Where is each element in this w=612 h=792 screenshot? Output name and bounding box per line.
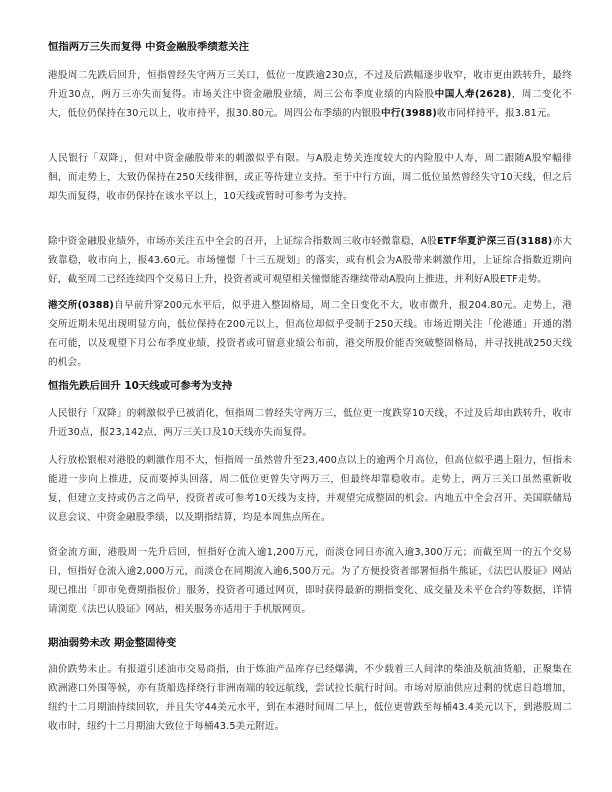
section-heading-2: 恒指先跌后回升 10天线或可参考为支持 — [48, 380, 233, 392]
section-heading-3: 期油弱势未改 期金整固待变 — [48, 637, 177, 649]
paragraph-text: 资金流方面，港股周一先升后回，恒指好仓流入逾1,200万元，而淡仓同日亦流入逾3,300万元；而截至周一的五个交易日，恒指好仓流入逾2,000万元，而淡仓在同期流入逾6,500万元。为了方便投资者部署恒指牛熊证，《法巴认股证》网站现已推出「即市免费期指报价」服务，投资者可通过网页，即时获得最新的期指变化、成交量及未平仓合约等数据，详情请浏览《法巴认股证》网站，相关服务亦适用于手机版网页。 — [48, 547, 572, 615]
paragraph-text: 人行放松银根对港股的刺激作用不大，恒指周一虽然曾升至23,400点以上的逾两个月高位，但高位似乎遇上阻力，恒指未能进一步向上推进，反而要掉头回落，周二低位更曾失守两万三，但最终却靠稳收市。走势上，两万三关口虽然重新收复，但建立支持或仍言之尚早，投资者或可参考10天线为支持，并观望完成整固的机会。内地五中全会召开、美国联储局议息会议、中资金融股季绩，以及期指结算，均是本周焦点所在。 — [48, 455, 572, 523]
stock-name: 中行(3988) — [381, 108, 437, 119]
paragraph-5 — [48, 404, 572, 442]
paragraph-4 — [48, 296, 572, 372]
paragraph-1 — [48, 66, 572, 123]
paragraph-text: 自早前升穿200元水平后，似乎进入整固格局，周二全日变化不大，收市微升，报204.80元。走势上，港交所近期未见出现明显方向，低位保持在200元以上，但高位却似乎受制于250天线。市场近期关注「伦港通」开通的潜在可能，以及观望下月公布季度业绩，投资者或可留意业绩公布前，港交所股价能否突破整固格局，并寻找挑战250天线的机会。 — [48, 300, 572, 368]
paragraph-2 — [48, 149, 572, 206]
stock-name: 港交所(0388) — [48, 300, 114, 311]
paragraph-text: ，周二变化不大，低位仍保持在30元以上，收市持平，报30.80元。周四公布季绩的内银股 — [48, 89, 572, 119]
paragraph-3 — [48, 232, 572, 289]
paragraph-text: 油价跌势未止。有报道引述油市交易商指，由于炼油产品库存已经爆满，不少载着三人间津的柴油及航油货船，正聚集在欧洲港口外围等候，亦有货船选择绕行非洲南端的较远航线，尝试拉长航行时间。市场对原油供应过剩的忧虑日趋增加，纽约十二月期油持续回软，并且失守44美元水平，到在本港时间周二早上，低位更曾跌至每桶43.4美元以下，到港股周二收市时，纽约十二月期油大致位于每桶43.5美元附近。 — [48, 664, 572, 732]
stock-name: ETF华夏沪深三百(3188) — [437, 236, 553, 247]
paragraph-text: 人民银行「双降」，但对中资金融股带来的刺激似乎有限。与A股走势关连度较大的内险股中人寿，周二跟随A股窄幅徘徊，而走势上，大致仍保持在250天线徘徊，或正等待建立支持。至于中行方面，周二低位虽然曾经失守10天线，但之后却失而复得，收市仍保持在该水平以上，10天线或暂时可参考为支持。 — [48, 153, 572, 202]
paragraph-text: 港股周二先跌后回升，恒指曾经失守两万三关口，低位一度跌逾230点，不过及后跌幅逐步收窄，收市更由跌转升，最终升近30点，两万三亦失而复得。市场关注中资金融股业绩，周三公布季度业绩的内险股 — [48, 70, 572, 100]
section-heading-1: 恒指两万三失而复得 中资金融股季绩惹关注 — [48, 41, 250, 53]
paragraph-7 — [48, 543, 572, 619]
paragraph-text: 人民银行「双降」的刺激似乎已被消化，恒指周二曾经失守两万三，低位更一度跌穿10天线，不过及后却由跌转升，收市升近30点，报23,142点，两万三关口及10天线亦失而复得。 — [48, 408, 572, 438]
paragraph-6 — [48, 451, 572, 527]
paragraph-text: 除中资金融股业绩外，市场亦关注五中全会的召开，上证综合指数周三收市轻微靠稳，A股 — [48, 236, 438, 247]
paragraph-8 — [48, 660, 572, 736]
stock-name: 中国人寿(2628) — [434, 89, 512, 100]
paragraph-text: 收市同样持平，报3.81元。 — [436, 108, 557, 119]
paragraph-text: 亦大致靠稳，收市向上，报43.60元。市场憧憬「十三五规划」的落实，或有机会为A股带来刺激作用，上证综合指数近期向好，截至周二已经连续四个交易日上升，投资者或可观望相关憧憬能否继续带动A股向上推进，并利好A股ETF走势。 — [48, 236, 572, 285]
